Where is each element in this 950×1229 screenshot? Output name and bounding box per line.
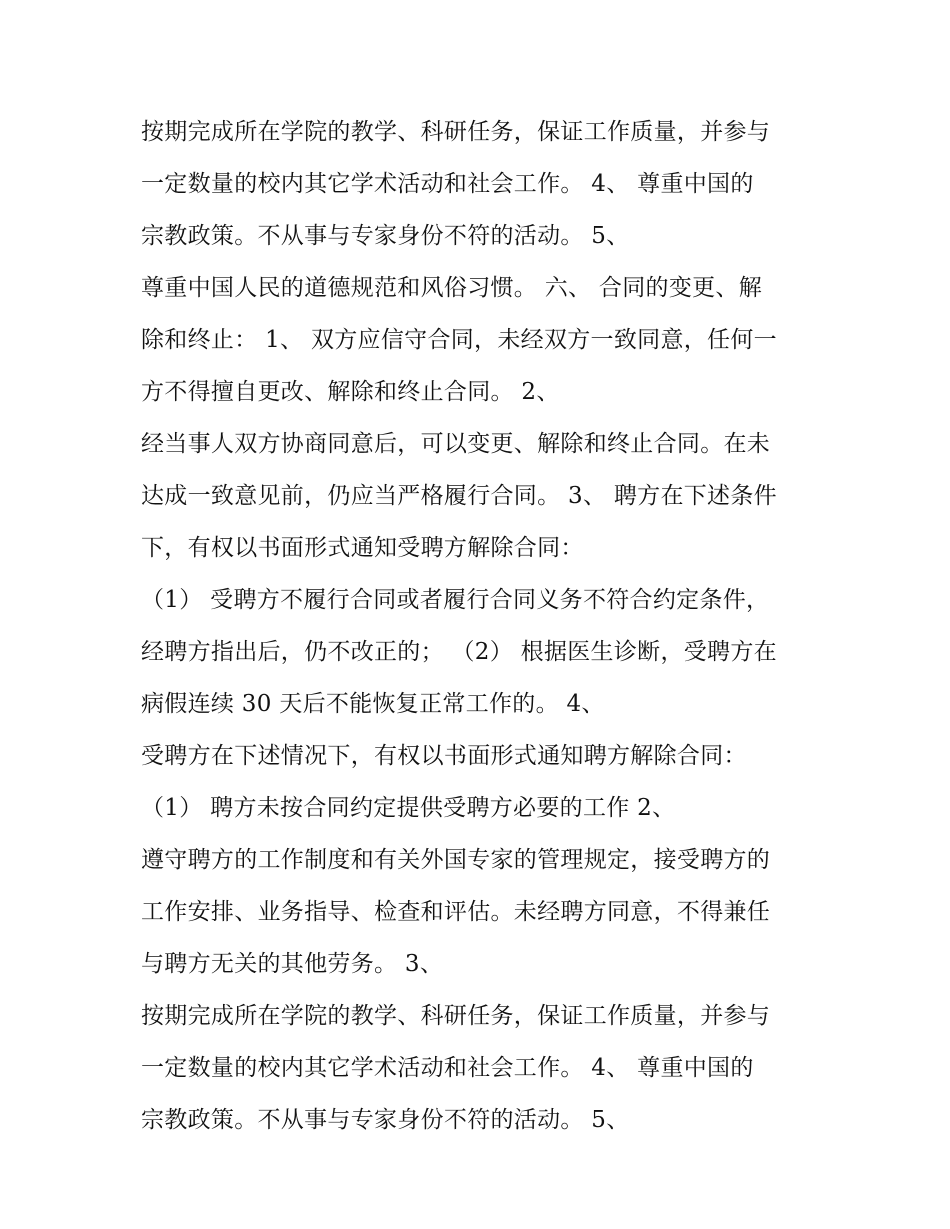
text-line-20: 宗教政策。不从事与专家身份不符的活动。 5、 [141,1107,630,1133]
text-line-18: 按期完成所在学院的教学、科研任务，保证工作质量，并参与 [141,1003,771,1029]
text-line-4: 尊重中国人民的道德规范和风俗习惯。 六、 合同的变更、解 [141,275,763,301]
text-line-15: 遵守聘方的工作制度和有关外国专家的管理规定，接受聘方的 [141,847,771,873]
text-line-12: 病假连续 30 天后不能恢复正常工作的。 4、 [141,691,605,717]
text-line-13: 受聘方在下述情况下，有权以书面形式通知聘方解除合同： [141,743,747,769]
text-line-8: 达成一致意见前，仍应当严格履行合同。 3、 聘方在下述条件 [141,483,777,509]
text-line-2: 一定数量的校内其它学术活动和社会工作。 4、 尊重中国的 [141,171,754,197]
text-line-14: （1） 聘方未按合同约定提供受聘方必要的工作 2、 [141,795,676,821]
text-line-11: 经聘方指出后，仍不改正的； （2） 根据医生诊断，受聘方在 [141,639,777,665]
document-body [141,106,841,1146]
text-line-10: （1） 受聘方不履行合同或者履行合同义务不符合约定条件， [141,587,770,613]
text-line-7: 经当事人双方协商同意后，可以变更、解除和终止合同。在未 [141,431,771,457]
text-line-5: 除和终止： 1、 双方应信守合同，未经双方一致同意，任何一 [141,327,777,353]
text-line-19: 一定数量的校内其它学术活动和社会工作。 4、 尊重中国的 [141,1055,754,1081]
text-line-3: 宗教政策。不从事与专家身份不符的活动。 5、 [141,223,630,249]
text-line-1: 按期完成所在学院的教学、科研任务，保证工作质量，并参与 [141,119,771,145]
text-line-6: 方不得擅自更改、解除和终止合同。 2、 [141,379,560,405]
text-line-9: 下，有权以书面形式通知受聘方解除合同： [141,535,584,561]
text-line-16: 工作安排、业务指导、检查和评估。未经聘方同意，不得兼任 [141,899,771,925]
text-line-17: 与聘方无关的其他劳务。 3、 [141,951,444,977]
